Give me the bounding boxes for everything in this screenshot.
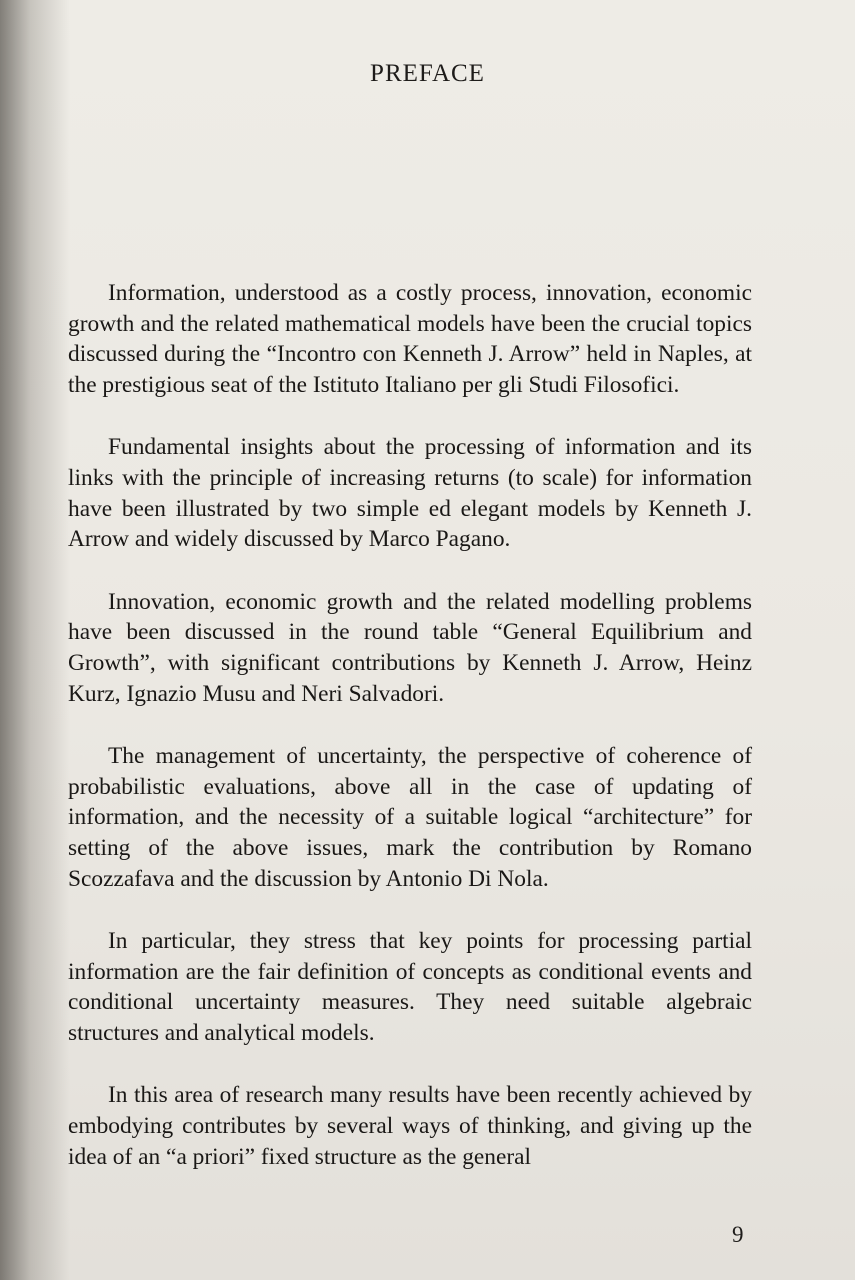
paragraph-5: In particular, they stress that key points for processing partial information are the fair definition of concepts as conditional events and conditional uncertainty measures. They need suitable algebraic structures and analytical models. bbox=[68, 928, 752, 1046]
page-number: 9 bbox=[732, 1222, 744, 1247]
paragraph-1: Information, understood as a costly process, innovation, economic growth and the related mathematical models have been the crucial topics discussed during the “Incontro con Kenneth J. Arrow” held in Naples, at the prestigious seat of the Istituto Italiano per gli Studi Filosofici. bbox=[68, 280, 752, 398]
paragraph-6: In this area of research many results have been recently achieved by embodying contributes by several ways of thinking, and giving up the idea of an “a priori” fixed structure as the general bbox=[68, 1082, 752, 1170]
paragraph-3: Innovation, economic growth and the related modelling problems have been discussed in the round table “General Equilibrium and Growth”, with significant contributions by Kenneth J. Arrow, Heinz Kurz, Ignazio Musu and Neri Salvadori. bbox=[68, 588, 752, 707]
paragraph-2: Fundamental insights about the processing of information and its links with the principle of increasing returns (to scale) for information have been illustrated by two simple ed elegant models by Kenneth J. Arrow and widely discussed by Marco Pagano. bbox=[68, 434, 752, 553]
paragraph-4: The management of uncertainty, the perspective of coherence of probabilistic evaluations, above all in the case of updating of information, and the necessity of a suitable logical “architecture” for setting of the above issues, mark the contribution by Romano Scozzafava and the discussion by Antonio Di Nola. bbox=[68, 743, 752, 892]
page-title: PREFACE bbox=[370, 60, 485, 87]
preface-body bbox=[68, 278, 752, 1172]
